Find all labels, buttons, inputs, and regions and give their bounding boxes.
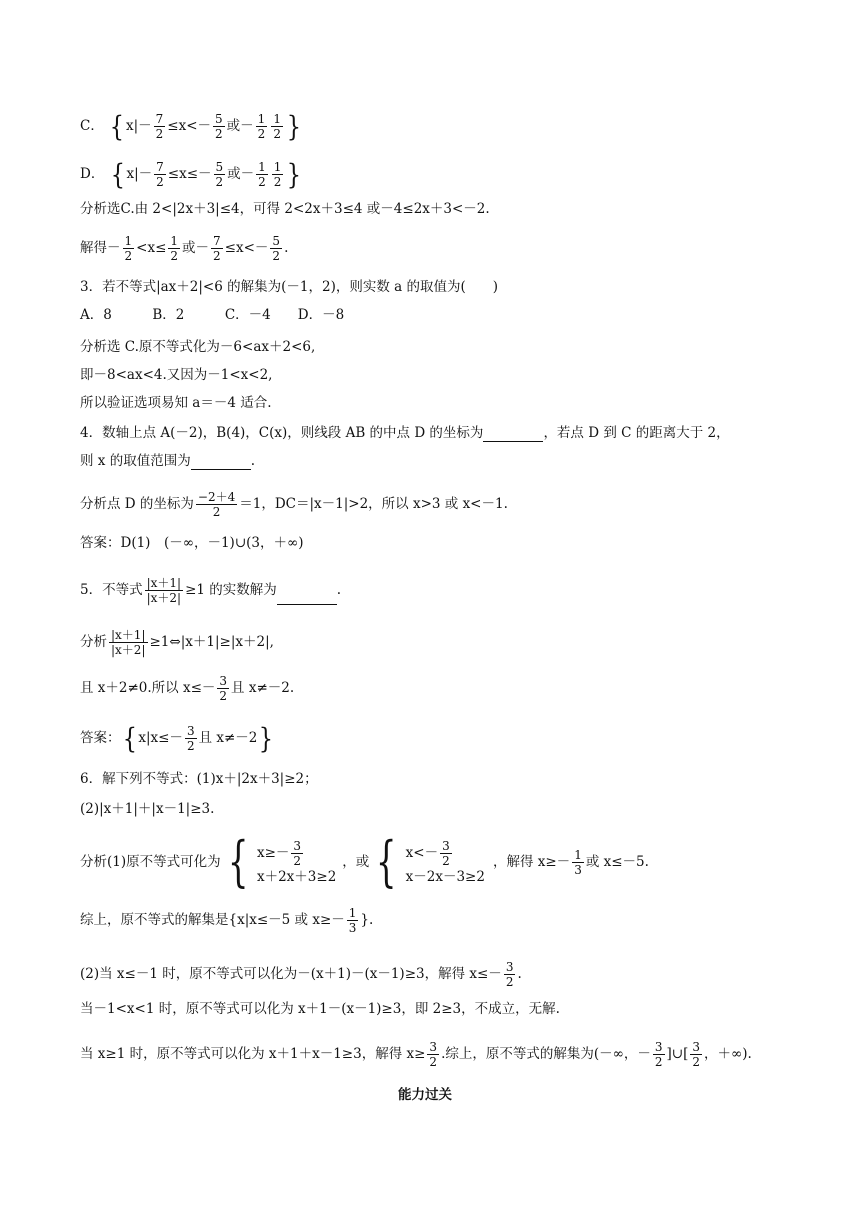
option-d-label: D． <box>80 166 105 182</box>
q6-part2-line2: 当－1<x<1 时，原不等式可以化为 x＋1－(x－1)≥3，即 2≥3，不成立，无解. <box>80 1001 560 1017</box>
q6-analysis-1: 分析(1)原不等式可化为 { x≥－ $\frac{3}{2}$ x＋2x＋3≥2 ，或 { x<－ $\frac{3}{2}$ x－2x－3≥2 ，解得 x≥－ $\frac{1}{3}$ 或 x≤－5. <box>80 830 649 893</box>
left-brace-icon: { <box>109 109 125 143</box>
q6-line2: (2)|x＋1|＋|x－1|≥3. <box>80 801 215 817</box>
q4-answer: 答案：D(1) (－∞，－1)∪(3，＋∞) <box>80 535 304 551</box>
q4-analysis: 分析点 D 的坐标为 $\frac{-2+4}{2}$ ＝1，DC＝|x－1|>2，所以 x>3 或 x<－1. <box>80 490 508 519</box>
q6-part2-line3: 当 x≥1 时，原不等式可以化为 x＋1＋x－1≥3，解得 x≥ $\frac{3}{2}$ .综上，原不等式的解集为(－∞，－ $\frac{3}{2}$ ]∪[ $\frac{3}{2}$ ，＋∞). <box>80 1040 752 1069</box>
q5-text: 5．不等式 $\frac{|x+1|}{|x+2|}$ ≥1 的实数解为 . <box>80 576 342 605</box>
section-title: 能力过关 <box>398 1087 452 1103</box>
q3-options: A．8 B．2 C．－4 D．－8 <box>80 307 345 323</box>
right-brace-icon: } <box>259 721 274 755</box>
right-brace-icon: } <box>286 109 301 143</box>
left-brace-icon: { <box>110 157 125 191</box>
q3-analysis-2: 即－8<ax<4.又因为－1<x<2, <box>80 367 273 383</box>
left-brace-icon: { <box>376 830 397 893</box>
q4-line2: 则 x 的取值范围为 . <box>80 453 255 469</box>
q3-analysis-1: 分析选 C.原不等式化为－6<ax＋2<6, <box>80 339 316 355</box>
q4-line1: 4．数轴上点 A(－2)，B(4)，C(x)，则线段 AB 的中点 D 的坐标为 ，若点 D 到 C 的距离大于 2， <box>80 425 730 441</box>
q5-analysis: 分析 $\frac{|x+1|}{|x+2|}$ ≥1⇔|x＋1|≥|x＋2|, <box>80 628 274 657</box>
answer-blank <box>191 455 251 470</box>
q3-text: 3．若不等式|ax＋2|<6 的解集为(－1，2)，则实数 a 的取值为( ) <box>80 279 499 295</box>
q5-analysis-2: 且 x＋2≠0.所以 x≤－ $\frac{3}{2}$ 且 x≠－2. <box>80 674 295 703</box>
q6-summary: 综上，原不等式的解集是{x|x≤－5 或 x≥－ $\frac{1}{3}$ }. <box>80 906 374 935</box>
left-brace-icon: { <box>122 721 137 755</box>
system-1: { x≥－ $\frac{3}{2}$ x＋2x＋3≥2 <box>227 830 337 893</box>
q3-analysis-3: 所以验证选项易知 a＝－4 适合. <box>80 395 272 411</box>
q2-analysis: 分析选C.由 2<|2x＋3|≤4，可得 2<2x＋3≤4 或－4≤2x＋3<－2. <box>80 201 490 217</box>
q5-answer: 答案：{ x|x≤－ $\frac{3}{2}$ 且 x≠－2} <box>80 721 274 755</box>
answer-blank <box>483 427 543 442</box>
option-d: D． { x|－ $\frac{7}{2}$ ≤x≤－ $\frac{5}{2}$ 或－ $\frac{1}{2}$ $\frac{1}{2}$ } <box>80 157 302 191</box>
q6-line1: 6．解下列不等式：(1)x＋|2x＋3|≥2； <box>80 771 318 787</box>
option-c: C． { x|－ $\frac{7}{2}$ ≤x<－ $\frac{5}{2}$ 或－ $\frac{1}{2}$ $\frac{1}{2}$ } <box>80 109 301 143</box>
answer-blank <box>277 590 337 605</box>
q2-solve: 解得－ $\frac{1}{2}$ <x≤ $\frac{1}{2}$ 或－ $\frac{7}{2}$ ≤x<－ $\frac{5}{2}$ . <box>80 234 289 263</box>
system-2: { x<－ $\frac{3}{2}$ x－2x－3≥2 <box>376 830 485 893</box>
q6-part2-line1: (2)当 x≤－1 时，原不等式可以化为－(x＋1)－(x－1)≥3，解得 x≤－ $\frac{3}{2}$ . <box>80 960 522 989</box>
option-c-label: C． <box>80 118 104 134</box>
right-brace-icon: } <box>287 157 302 191</box>
left-brace-icon: { <box>227 830 249 893</box>
